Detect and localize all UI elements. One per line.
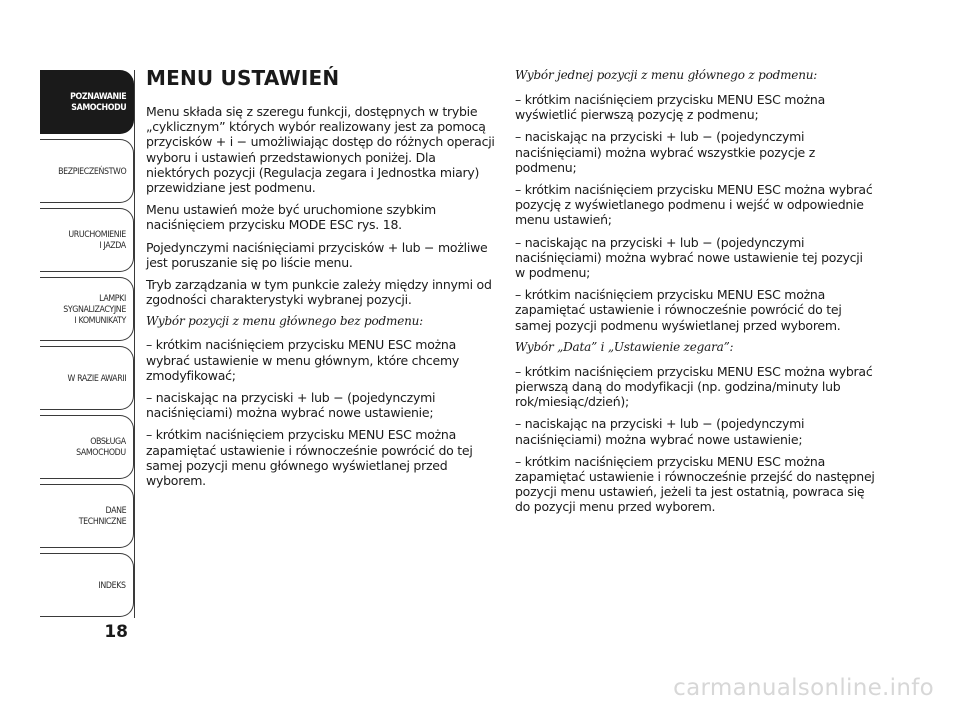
intro-paragraph: Menu składa się z szeregu funkcji, dostępnych w trybie „cyklicznym” których wybór realizowany jest za pomocą przycisków + i − umożliwiając dostęp do różnych operacji wyboru i ustawień przedstawionych poniżej. Dla niektórych pozycji (Regulacja zegara i Jednostka miary) przewidziane jest podmenu. [146, 104, 495, 196]
step-item: – krótkim naciśnięciem przycisku MENU ESC można wybrać ustawienie w menu głównym, które chcemy zmodyfikować; [146, 337, 460, 383]
tab-bezpieczenstwo[interactable] [40, 139, 134, 203]
tab-label: URUCHOMIENIE I JAZDA [68, 229, 126, 251]
tab-lampki-sygnalizacyjne[interactable] [40, 277, 134, 341]
tab-label: W RAZIE AWARII [67, 372, 126, 384]
right-column [515, 68, 875, 522]
subheading: Wybór „Data” i „Ustawienie zegara”: [515, 339, 734, 354]
step-item: – krótkim naciśnięciem przycisku MENU ESC można wyświetlić pierwszą pozycję z podmenu; [515, 92, 825, 123]
tab-label: LAMPKI SYGNALIZACYJNE I KOMUNIKATY [63, 292, 126, 326]
tab-dane-techniczne[interactable] [40, 484, 134, 548]
page-number: 18 [104, 622, 128, 642]
tab-poznawanie-samochodu[interactable] [40, 70, 134, 134]
tab-indeks[interactable] [40, 553, 134, 617]
body-paragraph: Tryb zarządzania w tym punkcie zależy między innymi od zgodności charakterystyki wybranej pozycji. [146, 277, 492, 308]
step-item: – krótkim naciśnięciem przycisku MENU ESC można wybrać pozycję z wyświetlanego podmenu i wejść w odpowiednie menu ustawień; [515, 182, 873, 228]
step-item: – krótkim naciśnięciem przycisku MENU ESC można zapamiętać ustawienie i równocześnie powrócić do tej samej pozycji podmenu wyświetlanej przed wyborem. [515, 287, 842, 333]
step-item: – naciskając na przyciski + lub − (pojedynczymi naciśnięciami) można wybrać wszystkie pozycje z podmenu; [515, 129, 816, 175]
step-item: – naciskając na przyciski + lub − (pojedynczymi naciśnięciami) można wybrać nowe ustawienie; [146, 390, 436, 421]
step-item: – naciskając na przyciski + lub − (pojedynczymi naciśnięciami) można wybrać nowe ustawienie tej pozycji w podmenu; [515, 234, 863, 281]
watermark: carmanualsonline.info [673, 675, 934, 701]
tab-label: INDEKS [98, 579, 126, 591]
body-paragraph: Pojedynczymi naciśnięciami przycisków + lub − możliwe jest poruszanie się po liście menu. [146, 239, 488, 270]
tab-label: DANE TECHNICZNE [78, 505, 126, 527]
step-item: – naciskając na przyciski + lub − (pojedynczymi naciśnięciami) można wybrać nowe ustawienie; [515, 416, 805, 447]
subheading: Wybór pozycji z menu głównego bez podmenu: [146, 314, 424, 329]
body-paragraph: Menu ustawień może być uruchomione szybkim naciśnięciem przycisku MODE ESC rys. 18. [146, 202, 436, 233]
step-item: – krótkim naciśnięciem przycisku MENU ESC można zapamiętać ustawienie i równocześnie przejść do następnej pozycji menu ustawień, jeżeli ta jest ostatnią, powraca się do pozycji menu przed wyborem. [515, 453, 875, 515]
left-column [146, 66, 496, 495]
tab-w-razie-awarii[interactable] [40, 346, 134, 410]
tab-label: BEZPIECZEŃSTWO [57, 165, 126, 177]
step-item: – krótkim naciśnięciem przycisku MENU ESC można zapamiętać ustawienie i równocześnie powrócić do tej samej pozycji menu głównego wyświetlanej przed wyborem. [146, 427, 473, 489]
subheading: Wybór jednej pozycji z menu głównego z podmenu: [515, 68, 818, 82]
step-item: – krótkim naciśnięciem przycisku MENU ESC można wybrać pierwszą daną do modyfikacji (np. godzina/minuty lub rok/miesiąc/dzień); [515, 363, 873, 410]
tab-label: POZNAWANIE SAMOCHODU [69, 91, 126, 113]
page-title: MENU USTAWIEŃ [146, 66, 340, 90]
tab-label: OBSŁUGA SAMOCHODU [76, 436, 126, 458]
tab-obsluga-samochodu[interactable] [40, 415, 134, 479]
tab-uruchomienie-i-jazda[interactable] [40, 208, 134, 272]
sidebar-divider [134, 70, 135, 618]
